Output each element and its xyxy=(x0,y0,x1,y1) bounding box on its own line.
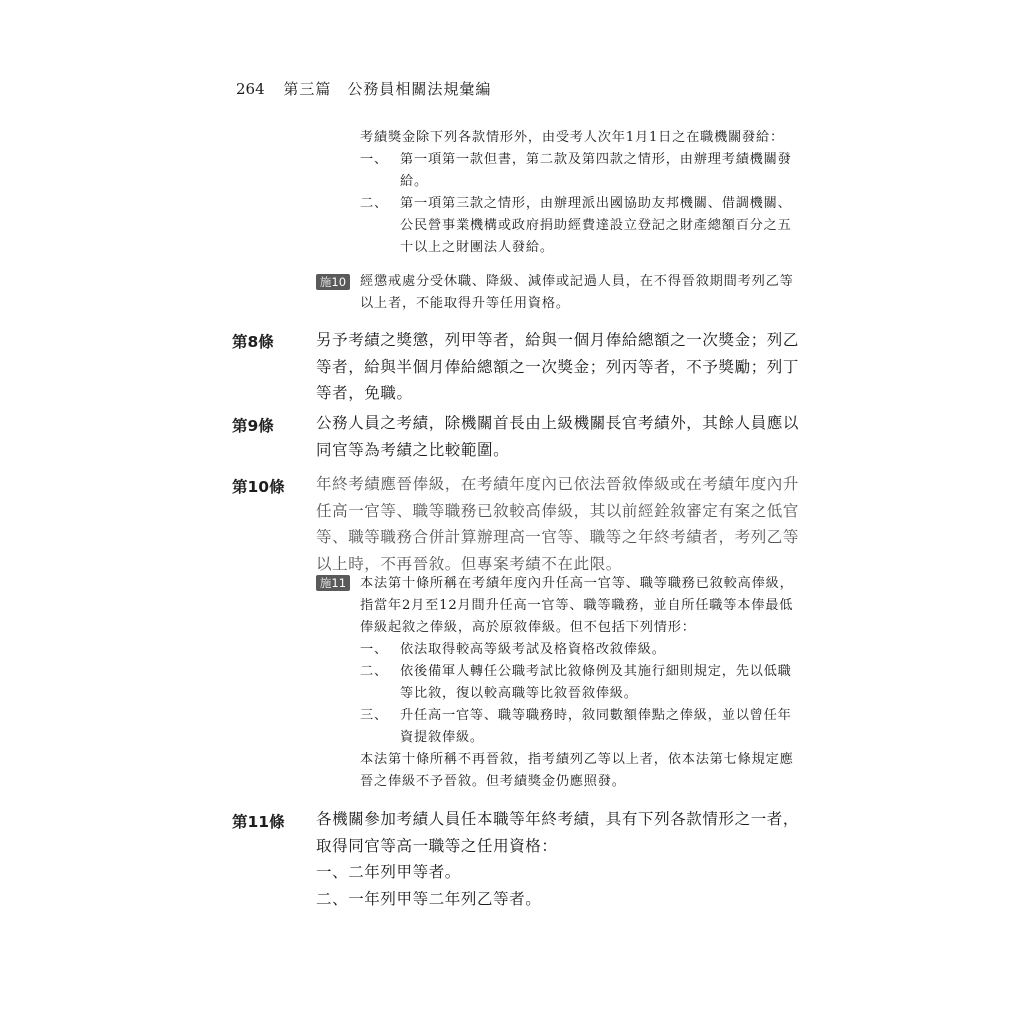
article-8-label: 第8條 xyxy=(232,333,274,351)
list-text: 依法取得較高等級考試及格資格改敘俸級。 xyxy=(400,642,666,657)
list-text: 依後備軍人轉任公職考試比敘條例及其施行細則規定，先以低職等比敘，復以較高職等比敘晉敘俸級。 xyxy=(400,664,792,701)
list-item xyxy=(360,661,800,705)
rule-note-11 xyxy=(360,573,800,793)
article-10-label: 第10條 xyxy=(232,478,285,496)
article-11-label: 第11條 xyxy=(232,813,285,831)
list-item xyxy=(360,149,800,193)
list-item xyxy=(360,193,800,259)
list-text: 第一項第三款之情形，由辦理派出國協助友邦機關、借調機關、公民營事業機構或政府捐助經費達設立登記之財產總額百分之五十以上之財團法人發給。 xyxy=(400,196,792,255)
list-number: 一、 xyxy=(360,152,388,167)
rule-badge-10: 施10 xyxy=(316,274,350,290)
rule-intro xyxy=(360,127,800,259)
list-item xyxy=(360,639,800,661)
article-8-text: 另予考績之獎懲，列甲等者，給與一個月俸給總額之一次獎金；列乙等者，給與半個月俸給總額之一次獎金；列丙等者，不予獎勵；列丁等者，免職。 xyxy=(316,331,800,402)
rule-badge-11: 施11 xyxy=(316,575,350,591)
list-item xyxy=(360,705,800,749)
list-number: 二、 xyxy=(360,196,388,211)
running-header xyxy=(236,78,491,99)
list-text: 第一項第一款但書，第二款及第四款之情形，由辦理考績機關發給。 xyxy=(400,152,792,189)
page-number: 264 xyxy=(236,80,265,98)
article-9-text: 公務人員之考績，除機關首長由上級機關長官考績外，其餘人員應以同官等為考績之比較範圍。 xyxy=(316,414,800,459)
list-item: 二、一年列甲等二年列乙等者。 xyxy=(316,889,542,908)
rule-note-11-tail: 本法第十條所稱不再晉敘，指考績列乙等以上者，依本法第七條規定應晉之俸級不予晉敘。但考績獎金仍應照發。 xyxy=(360,752,794,789)
rule-note-10: 經懲戒處分受休職、降級、減俸或記過人員，在不得晉敘期間考列乙等以上者，不能取得升等任用資格。 xyxy=(360,274,794,311)
list-text: 升任高一官等、職等職務時，敘同數額俸點之俸級，並以曾任年資提敘俸級。 xyxy=(400,708,792,745)
article-11-text: 各機關參加考績人員任本職等年終考績，具有下列各款情形之一者，取得同官等高一職等之任用資格： xyxy=(316,810,800,855)
list-number: 三、 xyxy=(360,708,388,723)
rule-intro-text: 考績獎金除下列各款情形外，由受考人次年1月1日之在職機關發給： xyxy=(360,130,785,145)
list-number: 一、 xyxy=(360,642,388,657)
article-11-body xyxy=(316,806,801,912)
rule-note-11-text: 本法第十條所稱在考績年度內升任高一官等、職等職務已敘較高俸級，指當年2月至12月間升任高一官等、職等職務，並自所任職等本俸最低俸級起敘之俸級，高於原敘俸級。但不包括下列情形： xyxy=(360,576,794,635)
article-9-label: 第9條 xyxy=(232,417,274,435)
article-10-text: 年終考績應晉俸級，在考績年度內已依法晉敘俸級或在考績年度內升任高一官等、職等職務已敘較高俸級，其以前經銓敘審定有案之低官等、職等職務合併計算辦理高一官等、職等之年終考績者，考列乙等以上時，不再晉敘。但專案考績不在此限。 xyxy=(316,475,800,573)
list-number: 二、 xyxy=(360,664,388,679)
list-item: 一、二年列甲等者。 xyxy=(316,863,461,881)
chapter-title: 第三篇 公務員相關法規彙編 xyxy=(283,80,492,98)
